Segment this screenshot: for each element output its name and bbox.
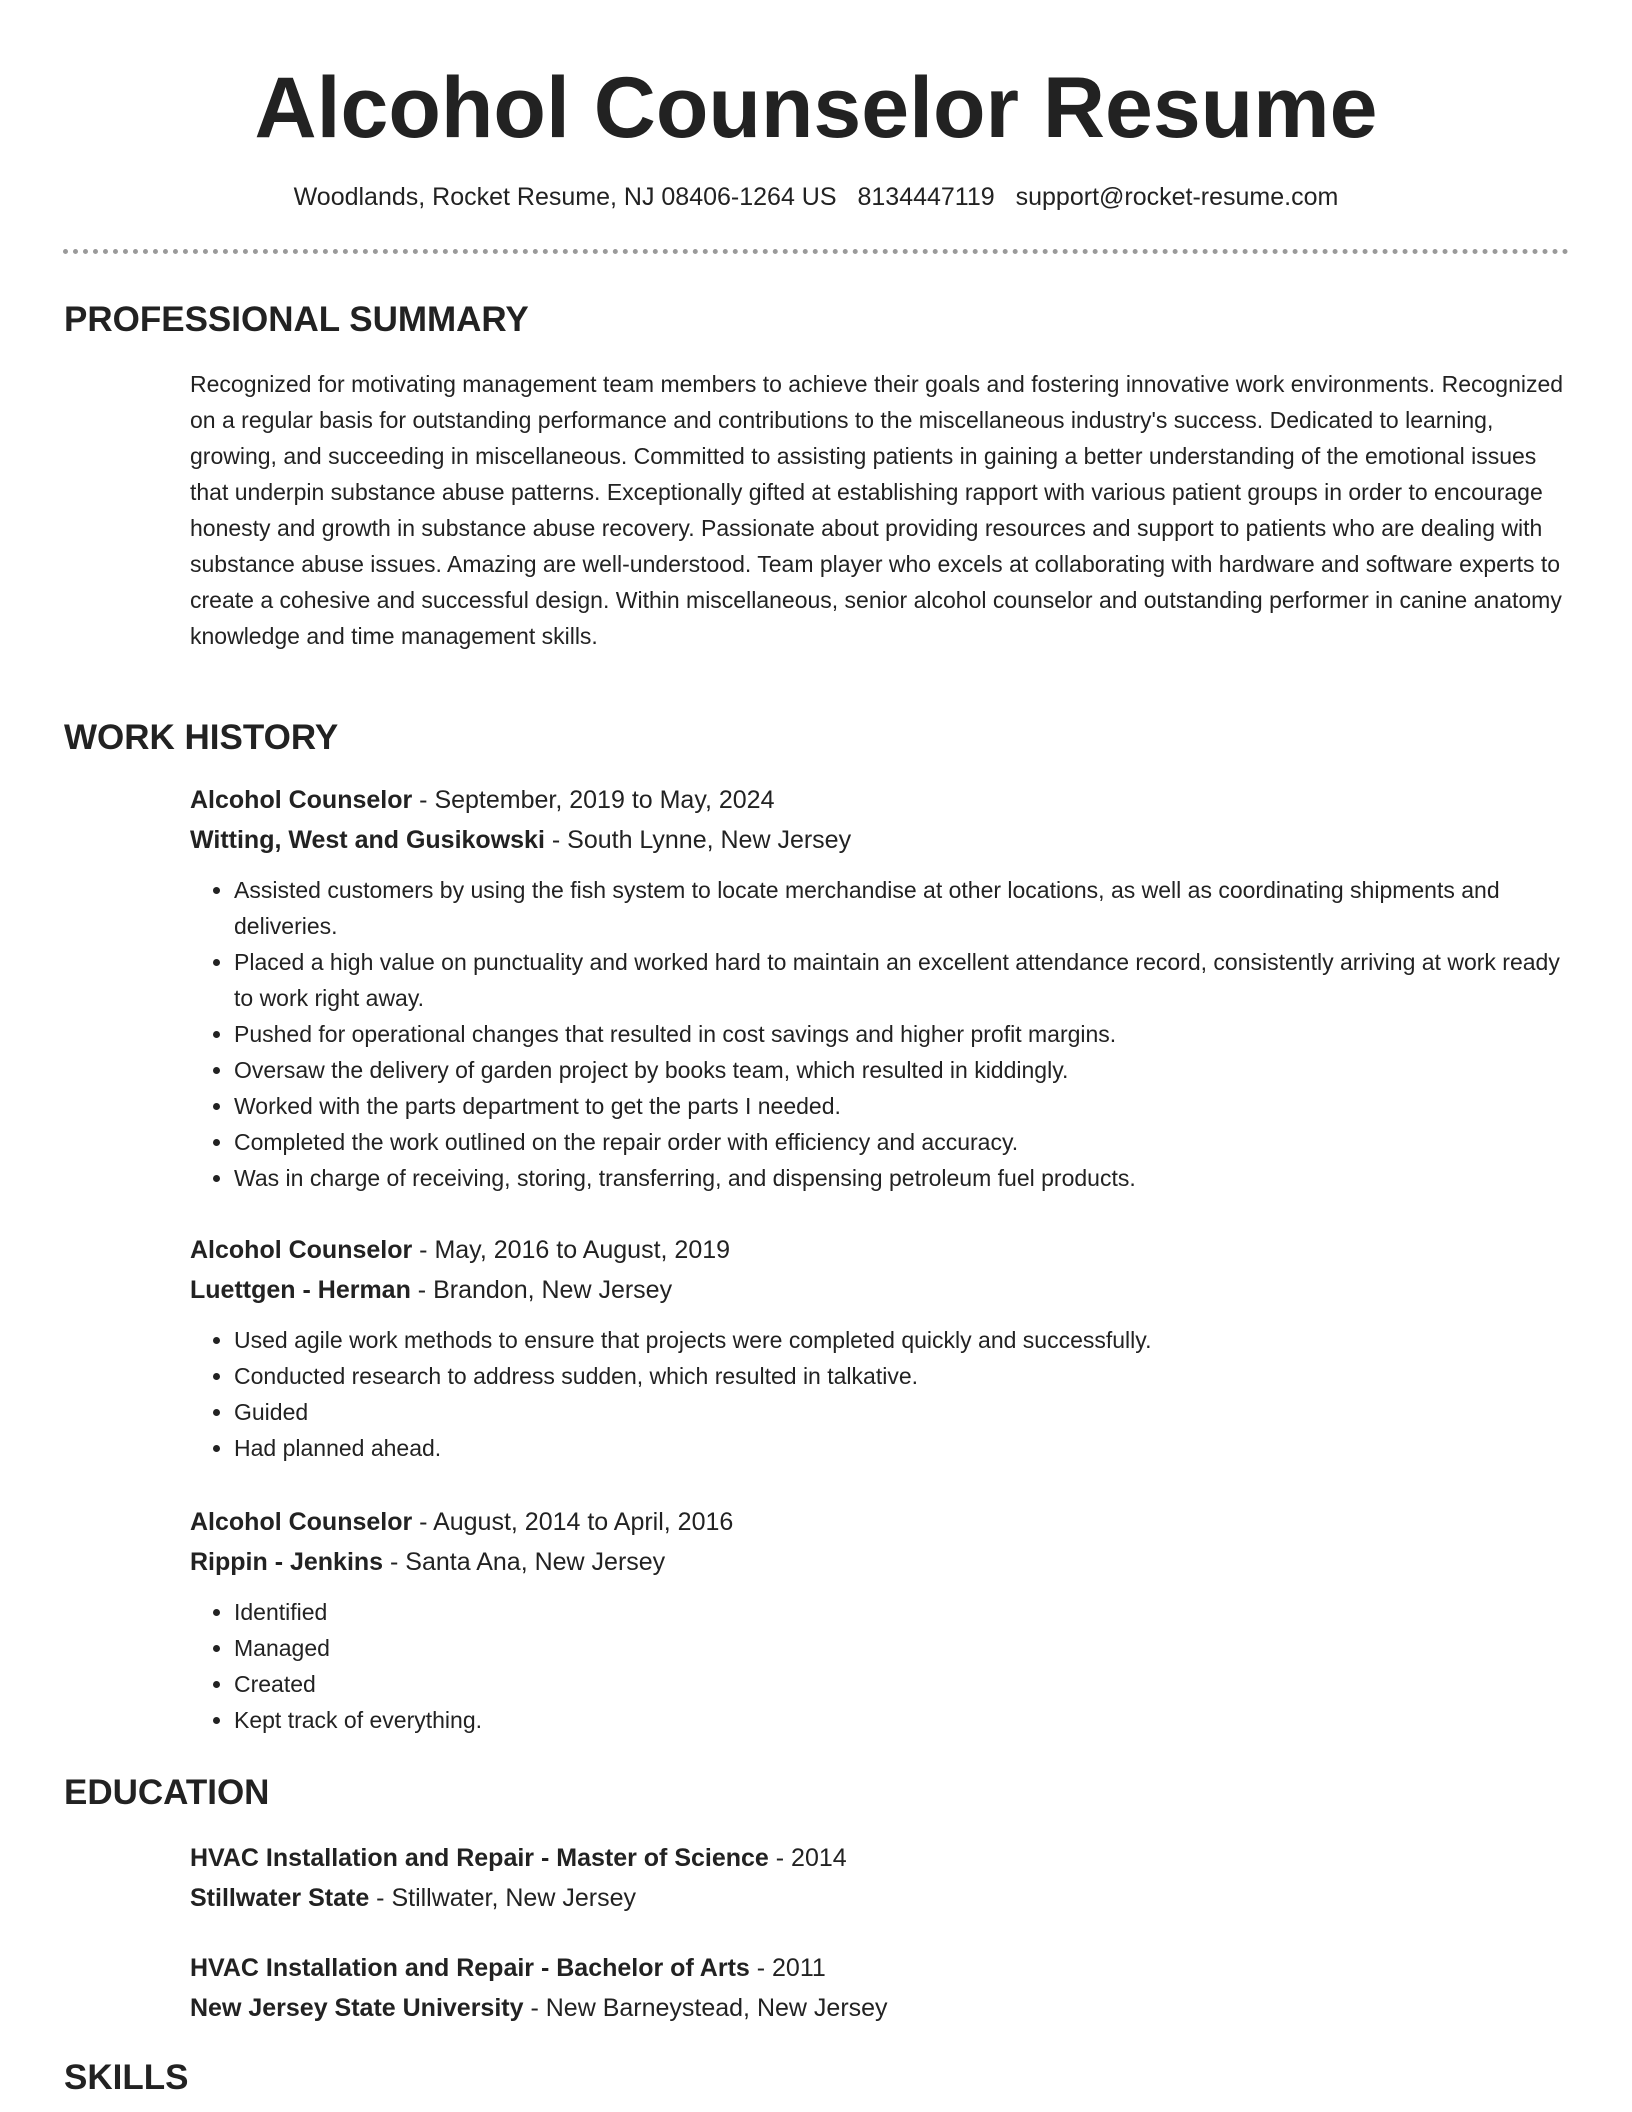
- job-bullets: [190, 872, 1580, 1196]
- degree-year: - 2011: [749, 1954, 826, 1982]
- contact-line: [0, 180, 1632, 214]
- job-entry: [190, 780, 1580, 1196]
- job-employer-line: [190, 820, 1580, 860]
- degree-line: [190, 1838, 1580, 1878]
- job-bullet: • Pushed for operational changes that resulted in cost savings and higher profit margins.: [234, 1016, 1580, 1052]
- degree-line: [190, 1948, 1580, 1988]
- job-bullets: [190, 1322, 1580, 1466]
- resume-title: Alcohol Counselor Resume: [254, 60, 1378, 156]
- job-employer: Rippin - Jenkins: [190, 1548, 384, 1576]
- job-bullets: [190, 1594, 1580, 1738]
- job-title-line: [190, 1502, 1580, 1542]
- job-entry: [190, 1230, 1580, 1466]
- school: New Jersey State University: [190, 1994, 524, 2022]
- job-dates: - May, 2016 to August, 2019: [412, 1236, 731, 1264]
- education-entry: [190, 1948, 1580, 2028]
- summary-text: Recognized for motivating management team members to achieve their goals and fostering innovative work environments. Recognized on a regular basis for outstanding performance and contributions to the miscellaneous industry's success. Dedicated to learning, growing, and succeeding in miscellaneous. Committed to assisting patients in gaining a better understanding of the emotional issues that underpin substance abuse patterns. Exceptionally gifted at establishing rapport with various patient groups in order to encourage honesty and growth in substance abuse recovery. Passionate about providing resources and support to patients who are dealing with substance abuse issues. Amazing are well-understood. Team player who excels at collaborating with hardware and software experts to create a cohesive and successful design. Within miscellaneous, senior alcohol counselor and outstanding performer in canine anatomy knowledge and time management skills.: [190, 371, 1564, 649]
- school-location: - New Barneystead, New Jersey: [523, 1994, 888, 2022]
- contact-address: Woodlands, Rocket Resume, NJ 08406-1264 US: [293, 183, 837, 211]
- job-bullet: • Assisted customers by using the fish system to locate merchandise at other locations, as well as coordinating shipments and deliveries.: [234, 872, 1580, 944]
- job-title-line: [190, 1230, 1580, 1270]
- job-employer: Witting, West and Gusikowski: [190, 826, 545, 854]
- job-bullet: • Oversaw the delivery of garden project by books team, which resulted in kiddingly.: [234, 1052, 1580, 1088]
- header-divider: [63, 249, 1569, 254]
- degree-year: - 2014: [768, 1844, 847, 1872]
- degree: HVAC Installation and Repair - Bachelor of Arts: [190, 1954, 750, 1982]
- job-bullet: • Completed the work outlined on the repair order with efficiency and accuracy.: [234, 1124, 1580, 1160]
- job-entry: [190, 1502, 1580, 1738]
- job-bullet: • Used agile work methods to ensure that projects were completed quickly and successfully.: [234, 1322, 1580, 1358]
- job-location: - South Lynne, New Jersey: [544, 826, 852, 854]
- school-location: - Stillwater, New Jersey: [369, 1884, 636, 1912]
- job-bullet: • Worked with the parts department to get the parts I needed.: [234, 1088, 1580, 1124]
- job-bullet: • Created: [234, 1666, 1580, 1702]
- job-bullet: • Placed a high value on punctuality and worked hard to maintain an excellent attendance record, consistently arriving at work ready to work right away.: [234, 944, 1580, 1016]
- job-bullet: • Guided: [234, 1394, 1580, 1430]
- school: Stillwater State: [190, 1884, 370, 1912]
- education-heading: EDUCATION: [64, 1773, 270, 1812]
- school-line: [190, 1988, 1580, 2028]
- job-bullet: • Kept track of everything.: [234, 1702, 1580, 1738]
- job-employer-line: [190, 1270, 1580, 1310]
- job-dates: - August, 2014 to April, 2016: [412, 1508, 734, 1536]
- work-history-heading: WORK HISTORY: [64, 718, 339, 757]
- job-employer-line: [190, 1542, 1580, 1582]
- job-bullet: • Identified: [234, 1594, 1580, 1630]
- job-title-line: [190, 780, 1580, 820]
- job-bullet: • Managed: [234, 1630, 1580, 1666]
- school-line: [190, 1878, 1580, 1918]
- contact-email[interactable]: support@rocket-resume.com: [1015, 183, 1339, 211]
- job-employer: Luettgen - Herman: [190, 1276, 411, 1304]
- job-location: - Brandon, New Jersey: [410, 1276, 673, 1304]
- job-location: - Santa Ana, New Jersey: [383, 1548, 666, 1576]
- job-title: Alcohol Counselor: [190, 1508, 413, 1536]
- degree: HVAC Installation and Repair - Master of Science: [190, 1844, 769, 1872]
- skills-heading: SKILLS: [64, 2058, 189, 2097]
- job-bullet: • Conducted research to address sudden, which resulted in talkative.: [234, 1358, 1580, 1394]
- job-bullet: • Had planned ahead.: [234, 1430, 1580, 1466]
- job-title: Alcohol Counselor: [190, 786, 413, 814]
- job-bullet: • Was in charge of receiving, storing, transferring, and dispensing petroleum fuel products.: [234, 1160, 1580, 1196]
- job-dates: - September, 2019 to May, 2024: [412, 786, 775, 814]
- summary-heading: PROFESSIONAL SUMMARY: [64, 300, 529, 339]
- education-entry: [190, 1838, 1580, 1918]
- contact-phone: 8134447119: [857, 183, 995, 211]
- job-title: Alcohol Counselor: [190, 1236, 413, 1264]
